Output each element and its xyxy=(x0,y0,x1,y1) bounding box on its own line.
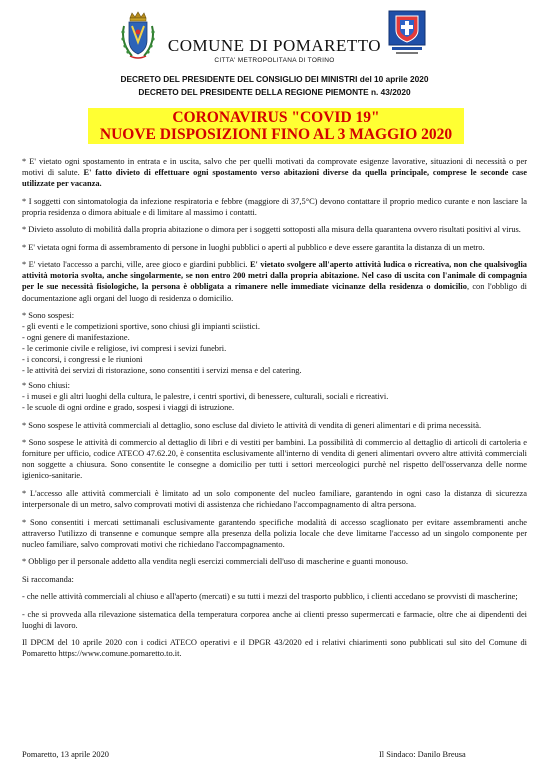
banner-line-2: NUOVE DISPOSIZIONI FINO AL 3 MAGGIO 2020 xyxy=(99,126,453,143)
paragraph-publication: Il DPCM del 10 aprile 2020 con i codici ATECO operativi e il DPGR 43/2020 ed i relativi chiarimenti sono pubblicati sul sito del Comune di Pomaretto https://www.comune.pomaretto.to.it. xyxy=(22,638,527,659)
paragraph-symptoms: * I soggetti con sintomatologia da infezione respiratoria e febbre (maggiore di 37,5°C) devono contattare il proprio medico curante e non lasciare la propria residenza o dimora abituale e di limitare al massimo i contatti. xyxy=(22,196,527,217)
letterhead xyxy=(0,6,549,68)
list-item: - i musei e gli altri luoghi della cultura, le palestre, i centri sportivi, di benessere, culturali, sociali e ricreativi. xyxy=(22,392,389,402)
list-item: - le attività dei servizi di ristorazione, sono consentiti i servizi mensa e del catering. xyxy=(22,366,302,376)
list-heading: * Sono chiusi: xyxy=(22,381,70,391)
paragraph-masks: * Obbligo per il personale addetto alla vendita negli esercizi commerciali dell'uso di mascherine e guanti monouso. xyxy=(22,557,408,567)
list-item: - gli eventi e le competizioni sportive, sono chiusi gli impianti sciistici. xyxy=(22,322,260,332)
paragraph-recommend-heading: Si raccomanda: xyxy=(22,574,74,584)
paragraph-text: * E' vietato ogni spostamento in entrata e in uscita, salvo che per quelli motivati da comprovate esigenze lavorative, situazioni di necessità o per motivi di salute. xyxy=(22,157,527,178)
paragraph-books-clothes: * Sono sospese le attività di commercio al dettaglio di libri e di vestiti per bambini. La possibilità di commercio al dettaglio di articoli di cartoleria e forniture per ufficio, codice ATECO 47.62.20, è consentita esclusivamente all'interno di vendita di generi alimentari ovvero altre attività commerciali non soggette a chiusura. Sono consentite le consegne a domicilio per tutti i settori merceologici purchè nel rispetto dell'osservanza delle norme igienico-sanitarie. xyxy=(22,438,527,481)
list-suspended xyxy=(22,310,527,377)
municipality-title: COMUNE DI POMARETTO xyxy=(167,36,382,55)
paragraph-gatherings: * E' vietata ogni forma di assembramento di persone in luoghi pubblici o aperti al pubblico e deve essere garantita la distanza di un metro. xyxy=(22,242,485,252)
decree-line-dpgr: DECRETO DEL PRESIDENTE DELLA REGIONE PIEMONTE n. 43/2020 xyxy=(138,87,411,97)
list-closed xyxy=(22,380,527,413)
list-item: - ogni genere di manifestazione. xyxy=(22,333,130,343)
paragraph-markets: * Sono consentiti i mercati settimanali esclusivamente garantendo specifiche modalità di accesso scaglionato per evitare assembramenti anche attraverso l'utilizzo di transenne e comunque sempre alla presenza della polizia locale che deve limitarne l'accesso ad un singolo componente per nucleo familiare, salvo comprovati motivi che richiedano l'accompagnamento. xyxy=(22,517,527,549)
paragraph-text: , con l'obbligo di documentazione agli organi del luogo di residenza o domicilio. xyxy=(22,282,527,303)
paragraph-quarantine: * Divieto assoluto di mobilità dalla propria abitazione o dimora per i soggetti sottoposti alla misura della quarantena ovvero risultati positivi al virus. xyxy=(22,225,521,235)
municipality-subtitle: CITTA' METROPOLITANA DI TORINO xyxy=(214,57,335,64)
paragraph-bold-text: E' vietato svolgere all'aperto attività ludica o ricreativa, non che qualsivoglia attività motoria svolta, anche singolarmente, se non entro 200 metri dalla propria abitazione. Nel caso di uscita con l'animale di compagnia per le sue necessità fisiologiche, la persona è obbligata a rimanere nelle immediate vicinanze della residenza o domicilio xyxy=(22,260,527,292)
banner-line-1: CORONAVIRUS "COVID 19" xyxy=(172,109,380,126)
paragraph-shop-access: * L'accesso alle attività commerciali è limitato ad un solo componente del nucleo familiare, garantendo in ogni caso la distanza di sicurezza interpersonale di un metro, salvo comprovati motivi di assistenza che richiedano l'accompagnamento di altra persona. xyxy=(22,488,527,510)
paragraph-retail: * Sono sospese le attività commerciali al dettaglio, sono escluse dal divieto le attività di vendita di generi alimentari e di prima necessità. xyxy=(22,420,482,430)
paragraph-parks xyxy=(22,259,527,303)
covid-banner xyxy=(88,108,464,144)
place-date: Pomaretto, 13 aprile 2020 xyxy=(22,750,109,759)
list-item: - le cerimonie civile e religiose, ivi compresi i sevizi funebri. xyxy=(22,344,227,354)
ordinance-body xyxy=(22,156,527,666)
paragraph-bold-text: E' fatto divieto di effettuare ogni spostamento verso abitazioni diverse da quella principale, comprese le seconde case utilizzate per vacanza. xyxy=(22,168,527,189)
list-item: - le scuole di ogni ordine e grado, sospesi i viaggi di istruzione. xyxy=(22,403,235,413)
paragraph-text: * E' vietato l'accesso a parchi, ville, aree gioco e giardini pubblici. xyxy=(22,260,250,270)
paragraph-recommend-temperature: - che si provveda alla rilevazione sistematica della temperatura corporea anche ai clienti presso supermercati e farmacie, oltre che ai dipendenti dei luoghi di lavoro. xyxy=(22,609,527,630)
shield-emblem-icon xyxy=(388,10,426,56)
decree-line-dpcm: DECRETO DEL PRESIDENTE DEL CONSIGLIO DEI MINISTRI del 10 aprile 2020 xyxy=(120,74,429,84)
paragraph-movement xyxy=(22,156,527,189)
paragraph-recommend-masks: - che nelle attività commerciali al chiuso e all'aperto (mercati) e su tutti i mezzi del trasporto pubblico, i clienti accedano se provvisti di mascherine; xyxy=(22,592,518,602)
list-heading: * Sono sospesi: xyxy=(22,310,75,320)
list-item: - i concorsi, i congressi e le riunioni xyxy=(22,355,143,365)
mayor-signature: Il Sindaco: Danilo Breusa xyxy=(379,750,466,759)
